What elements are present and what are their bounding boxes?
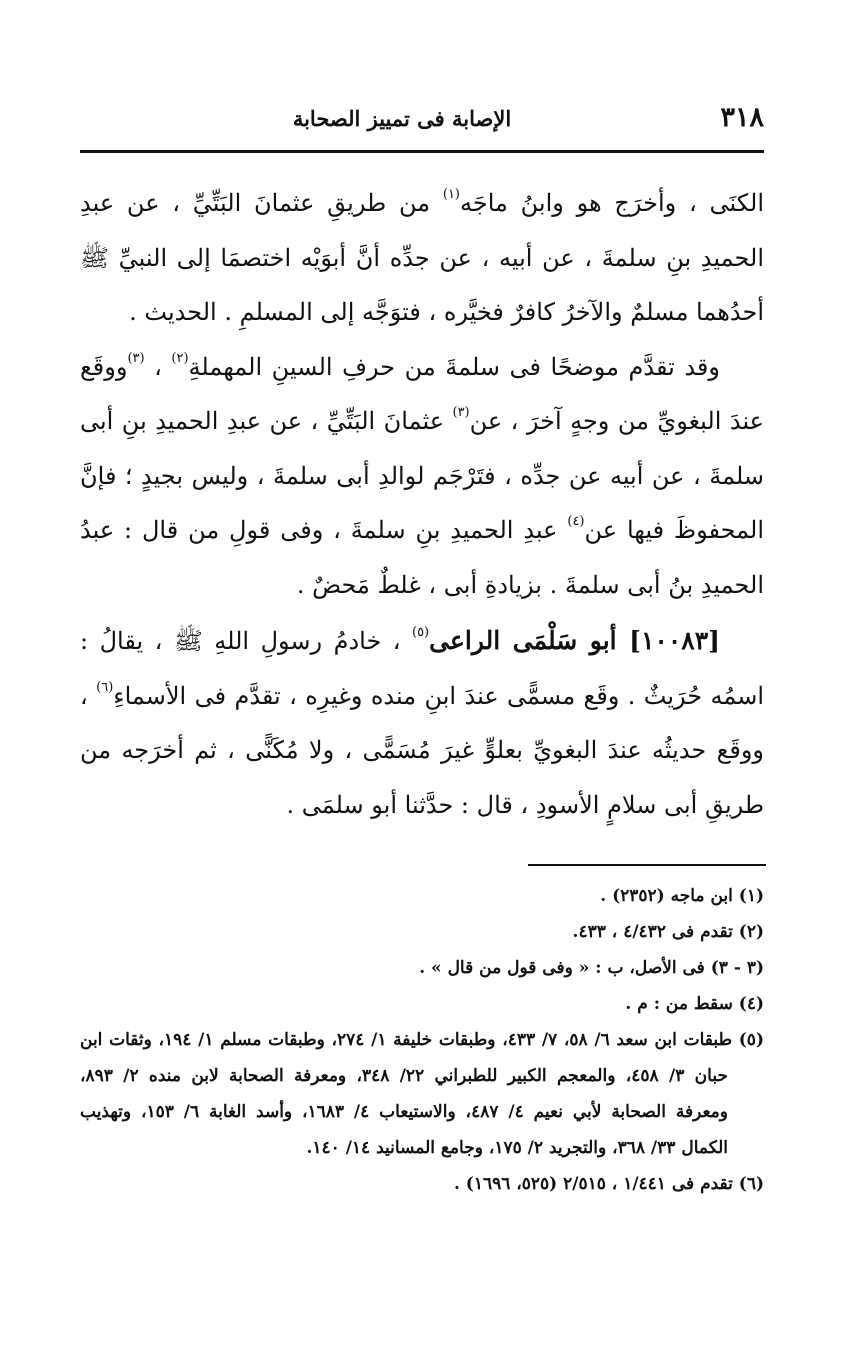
footnote-ref-3b: (٣) [452, 405, 470, 420]
footnote-4: (٤) سقط من : م . [625, 994, 764, 1014]
paragraph-2 [80, 340, 764, 613]
page-number: ٣١٨ [720, 102, 764, 133]
text-run: وقد تقدَّم موضحًا فى سلمةَ من حرفِ السينِ المهملةِ [188, 352, 720, 381]
footnote-2: (٢) تقدم فى ٤/٤٣٢ ، ٤٣٣. [572, 922, 764, 942]
text-run: عثمانَ البَتِّيِّ ، عن عبدِ الحميدِ بنِ أبى سلمةَ ، عن أبيه عن جدِّه ، فتَرْجَم لوالدِ أبى سلمةَ ، وليس بجيدٍ ؛ فإنَّ المحفوظَ فيها عن [80, 407, 764, 544]
footnote-ref-5: (٥) [411, 625, 430, 640]
body-text [80, 176, 764, 832]
text-run: ، خادمُ رسولِ اللهِ ﷺ ، يقالُ : اسمُه حُرَيثٌ . وقَع مسمًّى عندَ ابنِ منده وغيرِه ، تقدَّم فى الأسماءِ [80, 627, 765, 710]
text-run: ، ووقَع حديثُه عندَ البغويِّ بعلوٍّ غيرَ مُسَمًّى ، ولا مُكَنًّى ، ثم أخرَجه من طريقِ أبى سلامٍ الأسودِ ، قال : حدَّثنا أبو سلمَى . [80, 681, 764, 819]
footnote-6: (٦) تقدم فى ١/٤٤١ ، ٢/٥١٥ (٥٢٥، ١٦٩٦) . [453, 1174, 764, 1194]
running-title: الإصابة فى تمييز الصحابة [292, 106, 512, 131]
footnote-ref-4: (٤) [567, 514, 585, 529]
text-run: ووقَع عندَ البغويِّ من وجهٍ آخرَ ، عن [80, 352, 765, 435]
text-run: عبدِ الحميدِ بنِ سلمةَ ، وفى قولِ من قال : عبدُ الحميدِ بنُ أبى سلمةَ . بزيادةِ أبى ، غلطٌ مَحضٌ . [80, 516, 764, 599]
footnote-3: (٣ - ٣) فى الأصل، ب : « وفى قول من قال » . [419, 958, 764, 978]
footnotes [80, 878, 764, 1202]
footnote-ref-6: (٦) [96, 679, 114, 695]
header-rule [80, 150, 764, 153]
footnote-ref-2: (٢) [171, 350, 189, 366]
text-run: ، [144, 352, 172, 381]
text-run: من طريقِ عثمانَ البَتِّيِّ ، عن عبدِ الحميدِ بنِ سلمةَ ، عن أبيه ، عن جدِّه أنَّ أبوَيْه اختصمَا إلى النبيِّ ﷺ أحدُهما مسلمٌ والآخرُ كافرٌ فخيَّره ، فتوَجَّه إلى المسلمِ . الحديث . [80, 189, 764, 326]
text-run: الكنَى ، وأخرَج هو وابنُ ماجَه [460, 189, 765, 217]
footnote-ref-3a: (٣) [127, 350, 145, 366]
footnote-5: (٥) طبقات ابن سعد ٦/ ٥٨، ٧/ ٤٣٣، وطبقات خليفة ١/ ٢٧٤، وطبقات مسلم ١/ ١٩٤، وثقات ابن حبان ٣/ ٤٥٨، والمعجم الكبير للطبراني ٢٢/ ٣٤٨، ومعرفة الصحابة لابن منده ٢/ ٨٩٣، ومعرفة الصحابة لأبي نعيم ٤/ ٤٨٧، والاستيعاب ٤/ ١٦٨٣، وأسد الغابة ٦/ ١٥٣، وتهذيب الكمال ٣٣/ ٣٦٨، والتجريد ٢/ ١٧٥، وجامع المسانيد ١٤/ ١٤٠. [80, 1030, 764, 1158]
page-header [80, 100, 764, 146]
paragraph-3 [80, 614, 764, 832]
footnote-1: (١) ابن ماجه (٢٣٥٢) . [600, 886, 764, 906]
footnote-separator [528, 864, 766, 866]
footnote-ref-1: (١) [442, 187, 460, 202]
entry-heading: [١٠٠٨٣] أبو سَلْمَى الراعى [429, 626, 720, 655]
paragraph-1 [80, 176, 764, 340]
